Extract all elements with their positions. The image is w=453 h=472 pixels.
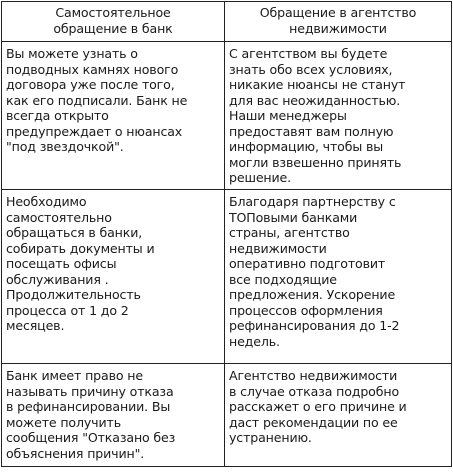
- cell-line: все подходящие: [229, 271, 337, 287]
- cell-line: договора уже после того,: [6, 77, 175, 92]
- header-row: [2, 2, 452, 42]
- cell-line: процессов оформления: [229, 302, 383, 318]
- cell-line: посещать офисы: [6, 256, 117, 271]
- cell-line: обслуживания .: [6, 271, 109, 287]
- table-row: [2, 364, 452, 467]
- cell-line: могли взвешенно принять: [229, 154, 402, 170]
- cell-line: "под звездочкой".: [6, 139, 124, 154]
- agency-cell-hidden-terms: [225, 42, 452, 190]
- cell-line: страны, агентство: [229, 225, 350, 240]
- cell-line: информацию, чтобы вы: [229, 139, 384, 154]
- header-bank: [2, 2, 225, 42]
- cell-line: процесса от 1 до 2: [6, 302, 129, 318]
- cell-line: сообщения "Отказано без: [6, 430, 176, 445]
- cell-line: предоставят вам полную: [229, 123, 394, 139]
- cell-line: как его подписали. Банк не: [6, 92, 188, 108]
- agency-cell-refusal: [225, 364, 452, 467]
- cell-line: даст рекомендации по ее: [229, 414, 398, 430]
- comparison-table: [1, 1, 452, 467]
- cell-line: ТОПовыми банками: [229, 209, 358, 225]
- bank-cell-process: [2, 190, 225, 364]
- agency-cell-process: [225, 190, 452, 364]
- cell-line: Продолжительность: [6, 287, 141, 302]
- table-row: [2, 42, 452, 190]
- cell-line: самостоятельно: [6, 209, 112, 225]
- cell-line: называть причину отказа: [6, 383, 174, 399]
- cell-line: Благодаря партнерству с: [229, 194, 396, 209]
- cell-line: месяцев.: [6, 318, 65, 333]
- cell-line: предложения. Ускорение: [229, 287, 396, 302]
- cell-line: знать обо всех условиях,: [229, 61, 393, 77]
- cell-line: Необходимо: [6, 194, 87, 209]
- bank-cell-hidden-terms: [2, 42, 225, 190]
- cell-line: рефинансирования до 1-2: [229, 318, 400, 333]
- cell-line: никакие нюансы не станут: [229, 77, 406, 92]
- cell-line: Вы можете узнать о: [6, 46, 138, 61]
- bank-cell-refusal: [2, 364, 225, 467]
- cell-line: обращаться в банки,: [6, 225, 143, 240]
- cell-line: для вас неожиданностью.: [229, 92, 401, 108]
- cell-line: расскажет о его причине и: [229, 399, 407, 414]
- header-agency-line: Обращение в агентство: [259, 5, 417, 20]
- cell-line: объяснения причин".: [6, 445, 145, 461]
- cell-line: в случае отказа подробно: [229, 383, 399, 399]
- cell-line: в рефинансировании. Вы: [6, 399, 171, 414]
- cell-line: С агентством вы будете: [229, 46, 388, 61]
- cell-line: можете получить: [6, 414, 121, 430]
- header-agency: [225, 2, 452, 42]
- cell-line: собирать документы и: [6, 240, 155, 256]
- header-bank-line: Самостоятельное: [55, 5, 171, 20]
- cell-line: недель.: [229, 333, 280, 349]
- cell-line: подводных камнях нового: [6, 61, 179, 77]
- cell-line: Агентство недвижимости: [229, 368, 398, 383]
- cell-line: решение.: [229, 170, 291, 185]
- cell-line: Банк имеет право не: [6, 368, 143, 383]
- cell-line: Наши менеджеры: [229, 108, 347, 123]
- header-agency-line: недвижимости: [289, 20, 387, 36]
- cell-line: всегда открыто: [6, 108, 109, 123]
- cell-line: предупреждает о нюансах: [6, 123, 183, 139]
- cell-line: недвижимости: [229, 240, 327, 256]
- cell-line: оперативно подготовит: [229, 256, 386, 271]
- table-row: [2, 190, 452, 364]
- header-bank-line: обращение в банк: [53, 20, 173, 36]
- cell-line: устранению.: [229, 430, 312, 445]
